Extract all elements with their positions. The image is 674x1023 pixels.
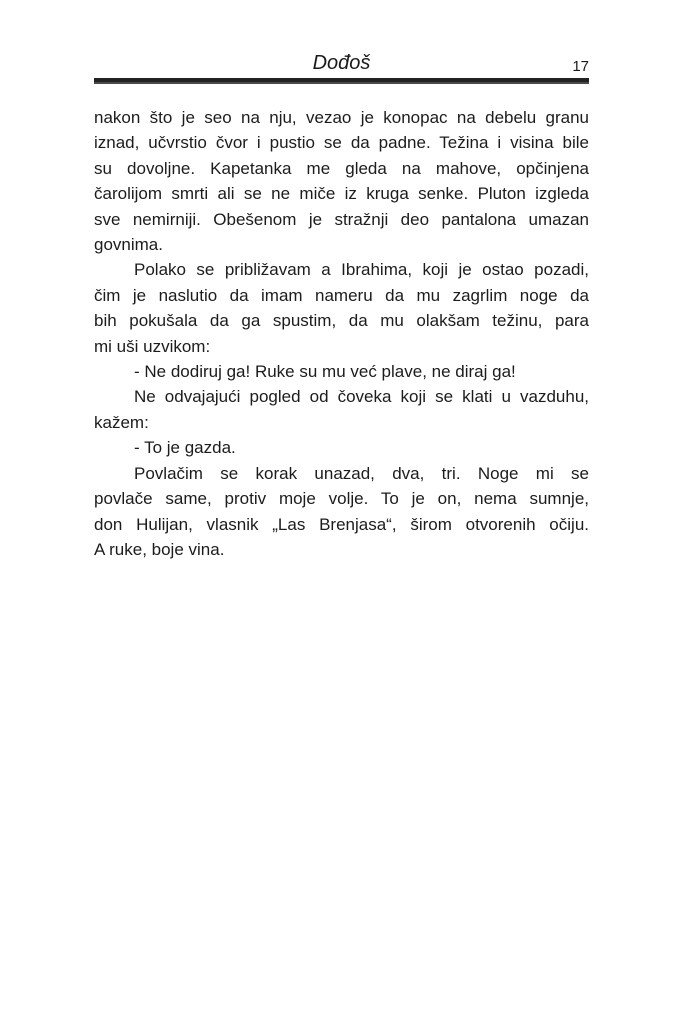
paragraph <box>94 435 589 460</box>
text-line: mi uši uzvikom: <box>94 336 211 356</box>
text-line: Polako se približavam a Ibrahima, koji je ostao pozadi, <box>134 260 589 280</box>
text-line: - Ne dodiruj ga! Ruke su mu već plave, ne diraj ga! <box>134 362 516 382</box>
paragraph <box>94 359 589 384</box>
text-line: su dovoljne. Kapetanka me gleda na mahove, opčinjena <box>94 158 589 178</box>
paragraph <box>94 384 589 435</box>
text-line: don Hulijan, vlasnik „Las Brenjasa“, širom otvorenih očiju. <box>94 514 589 534</box>
text-line: govnima. <box>94 235 163 255</box>
text-line: povlače same, protiv moje volje. To je on, nema sumnje, <box>94 489 589 509</box>
page-number: 17 <box>572 58 589 75</box>
text-line: A ruke, boje vina. <box>94 539 225 559</box>
text-line: bih pokušala da ga spustim, da mu olakšam težinu, para <box>94 311 589 331</box>
text-line: čarolijom smrti ali se ne miče iz kruga senke. Pluton izgleda <box>94 184 589 204</box>
text-line: čim je naslutio da imam nameru da mu zagrlim noge da <box>94 285 589 305</box>
text-line: iznad, učvrstio čvor i pustio se da padne. Težina i visina bile <box>94 133 589 153</box>
page-header-title: Dođoš <box>312 52 371 74</box>
text-line: sve nemirniji. Obešenom je stražnji deo pantalona umazan <box>94 209 589 229</box>
text-line: Ne odvajajući pogled od čoveka koji se klati u vazduhu, <box>134 387 589 407</box>
page-content <box>94 50 589 562</box>
paragraph <box>94 461 589 563</box>
paragraph <box>94 105 589 257</box>
text-line: - To je gazda. <box>134 438 236 458</box>
page-body <box>94 105 589 562</box>
text-line: Povlačim se korak unazad, dva, tri. Noge mi se <box>134 463 589 483</box>
paragraph <box>94 257 589 359</box>
header-rule-divider <box>94 78 589 84</box>
text-line: nakon što je seo na nju, vezao je konopac na debelu granu <box>94 108 589 127</box>
text-line: kažem: <box>94 412 149 432</box>
page-header <box>94 50 589 76</box>
